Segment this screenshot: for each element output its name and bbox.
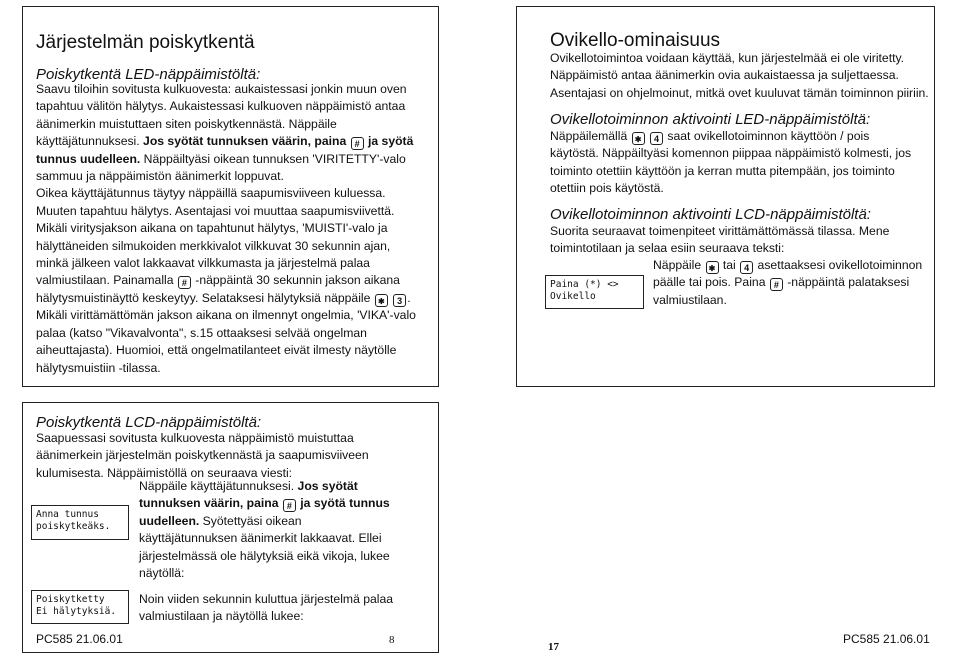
- chime-led-body: Näppäilemällä ✱ 4 saat ovikellotoiminnon käyttöön / pois käytöstä. Näppäiltyäsi komennon piippaa näppäimistö kolmesti, jos toiminto otettiin käyttöön ja kerran mutta pitempään, jos toiminto otettiin pois käytöstä.: [550, 129, 912, 196]
- star-key-icon: ✱: [706, 261, 719, 274]
- hash-key-icon: #: [351, 137, 364, 150]
- hash-key-icon: #: [178, 276, 191, 289]
- chime-lcd-heading: Ovikellotoiminnon aktivointi LCD-näppäimistöltä:: [550, 206, 871, 223]
- star-key-icon: ✱: [632, 132, 645, 145]
- lcd-disarm-intro: Saapuessasi sovitusta kulkuovesta näppäimistö muistuttaa äänimerkein järjestelmän poiskytkennästä ja saapumisviiveen kulumisesta. Näppäimistöllä on seuraava viesti:: [36, 431, 369, 480]
- lcd-display-enter-code: Anna tunnus poiskytkeäks.: [31, 505, 129, 540]
- star-key-icon: ✱: [375, 294, 388, 307]
- lcd-disarm-instructions: Näppäile käyttäjätunnuksesi. Jos syötät tunnuksen väärin, paina # ja syötä tunnus uudelleen. Syötettyäsi oikean käyttäjätunnuksen äänimerkit lakkaavat. Ellei järjestelmässä ole hälytyksiä eikä vikoja, lukee näytöllä:: [139, 479, 390, 581]
- left-page-title: Järjestelmän poiskytkentä: [36, 32, 255, 53]
- lcd-disarm-ready-text: Noin viiden sekunnin kuluttua järjestelmä palaa valmiustilaan ja näytöllä lukee:: [139, 592, 394, 624]
- lcd-display-chime: Paina (*) <> Ovikello: [545, 275, 644, 309]
- chime-led-heading: Ovikellotoiminnon aktivointi LED-näppäimistöltä:: [550, 111, 871, 128]
- chime-lcd-intro: Suorita seuraavat toimenpiteet virittämättömässä tilassa. Mene toimintotilaan ja selaa esiin seuraava teksti:: [550, 224, 890, 256]
- led-disarm-heading: Poiskytkentä LED-näppäimistöltä:: [36, 66, 261, 83]
- hash-key-icon: #: [770, 278, 783, 291]
- led-disarm-body: Saavu tiloihin sovitusta kulkuovesta: aukaistessasi jonkin muun oven tapahtuu välitön hälytys. Aukaistessasi kulkuoven näppäimistö antaa äänimerkin muistuttaen siten poiskytkennästä. Näppäile käyttäjätunnuksesi. Jos syötät tunnuksen väärin, paina # ja syötä tunnus uudelleen. Näppäiltyäsi oikean tunnuksen 'VIRITETTY'-valo sammuu ja näppäimistön äänimerkit loppuvat. Oikea käyttäjätunnus täytyy näppäillä saapumisviiveen kuluessa. Muuten tapahtuu hälytys. Asentajasi voi muuttaa saapumisviivettä. Mikäli viritysjakson aikana on tapahtunut hälytys, 'MUISTI'-valo ja hälyttäneiden silmukoiden merkkivalot vilkkuvat 30 sekunnin ajan, minkä jälkeen valot lakkaavat vilkkumasta ja järjestelmä palaa valmiustilaan. Painamalla # -näppäintä 30 sekunnin jakson aikana hälytysmuistinäyttö keskeytyy. Selataksesi hälytyksiä näppäile ✱ 3 . Mikäli virittämättömän jakson aikana on ilmennyt ongelmia, 'VIKA'-valo palaa (katso "Vikavalvonta", s.15 ottaaksesi selvää ongelman aiheuttajasta). Huomioi, että ongelmatilanteet eivät ilmesty näytölle hälytysmuistiin -tilassa.: [36, 82, 416, 375]
- hash-key-icon: #: [283, 499, 296, 512]
- lcd-disarm-heading: Poiskytkentä LCD-näppäimistöltä:: [36, 414, 262, 431]
- left-page-number: 8: [389, 634, 395, 646]
- three-key-icon: 3: [393, 294, 406, 307]
- right-page-number: 17: [548, 641, 559, 653]
- left-footer-code: PC585 21.06.01: [36, 632, 123, 646]
- right-footer-code: PC585 21.06.01: [843, 632, 930, 646]
- lcd-display-disarmed: Poiskytketty Ei hälytyksiä.: [31, 590, 129, 624]
- right-page-title: Ovikello-ominaisuus: [550, 30, 721, 51]
- four-key-icon: 4: [650, 132, 663, 145]
- four-key-icon: 4: [740, 261, 753, 274]
- chime-lcd-instructions: Näppäile ✱ tai 4 asettaaksesi ovikellotoiminnon päälle tai pois. Paina # -näppäintä palataksesi valmiustilaan.: [653, 258, 923, 307]
- chime-intro: Ovikellotoimintoa voidaan käyttää, kun järjestelmää ei ole viritetty. Näppäimistö antaa äänimerkin ovia aukaistaessa ja suljettaessa. Asentajasi on ohjelmoinut, mitkä ovet kuuluvat tämän toiminnon piiriin.: [550, 51, 929, 100]
